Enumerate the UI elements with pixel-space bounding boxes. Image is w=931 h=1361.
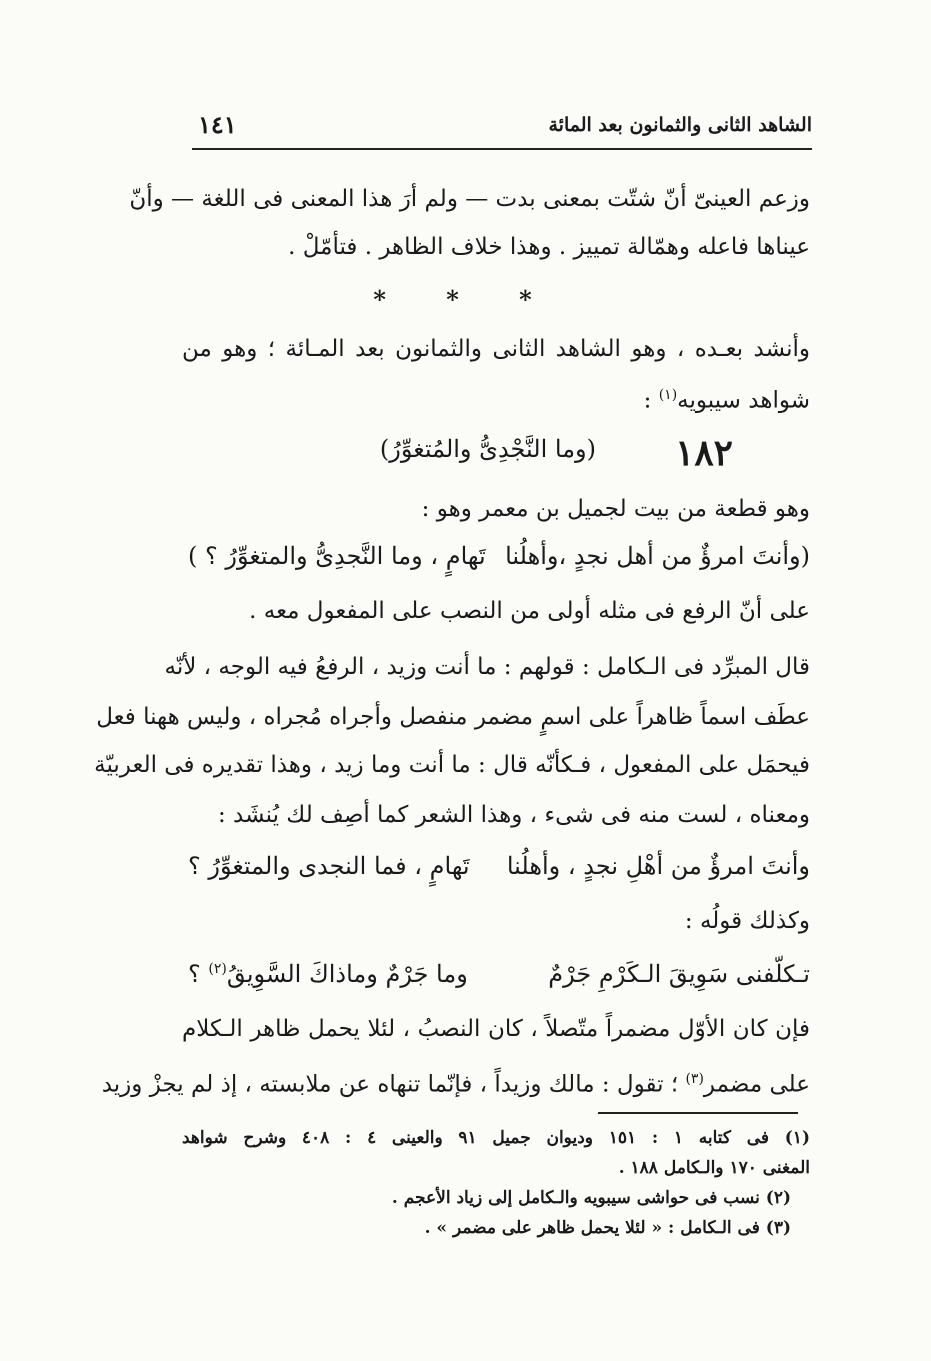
paragraph-7-text-b: ؛ تقول : مالك وزيداً ، فإنّما تنهاه عن ملابسته ، إذ لم يجزْ وزيد (101, 1071, 686, 1098)
paragraph-5-line-3: فيحمَل على المفعول ، فـكأنّه قال : ما أنت وما زيد ، وهذا تقديره فى العربيّة (94, 752, 810, 778)
verse-3-second-text: وما جَرْمٌ وماذاكَ السَّوِيقُ (226, 960, 468, 988)
paragraph-7-line-1: فإن كان الأوّل مضمراً متّصلاً ، كان النصبُ ، لئلا يحمل ظاهر الـكلام (182, 1016, 810, 1042)
paragraph-3: وهو قطعة من بيت لجميل بن معمر وهو : (421, 496, 810, 522)
paragraph-2-line-1: وأنشد بعـده ، وهو الشاهد الثانى والثمانون بعد المـائة ؛ وهو من (182, 336, 810, 362)
verse-1-second-hemistich: تَهامٍ ، وما النَّجدِىُّ والمتغوِّرُ ؟ ) (188, 542, 486, 570)
footnote-3: (٣) فى الـكامل : « لئلا يحمل ظاهر على مضمر » . (424, 1218, 791, 1238)
footnote-divider (598, 1112, 798, 1114)
footnote-ref-3: (٣) (685, 1071, 704, 1087)
paragraph-1-line-2: عيناها فاعله وهمّالة تمييز . وهذا خلاف الظاهر . فتأمّلْ . (288, 234, 810, 260)
verse-3-second-hemistich (188, 960, 468, 988)
paragraph-2-line-2 (644, 380, 810, 416)
paragraph-5-line-2: عطَف اسماً ظاهراً على اسمٍ مضمر منفصل وأجراه مُجراه ، وليس ههنا فعل (96, 704, 810, 730)
section-separator: * * * (373, 285, 558, 314)
verse-3-first-hemistich: تـكلّفنى سَوِيقَ الـكَرْمِ جَرْمٌ (548, 960, 810, 988)
footnote-1-line-1: (١) فى كتابه ١ : ١٥١ وديوان جميل ٩١ والعينى ٤ : ٤٠٨ وشرح شواهد (182, 1128, 810, 1148)
footnote-ref-2: (٢) (208, 961, 227, 977)
verse-2-first-hemistich: وأنتَ امرؤٌ من أهْلِ نجدٍ ، وأهلُنا (506, 852, 810, 880)
verse-number: ١٨٢ (674, 432, 733, 474)
verse-title: (وما النَّجْدِىُّ والمُتغوِّرُ) (379, 435, 596, 463)
page-header (192, 108, 812, 150)
verse-2-second-hemistich: تَهامٍ ، فما النجدى والمتغوِّرُ ؟ (188, 852, 470, 880)
paragraph-7-text-a: على مضمر (703, 1071, 810, 1098)
paragraph-6: وكذلك قولُه : (684, 908, 810, 934)
page-number: ١٤١ (198, 110, 237, 139)
verse-3-end: ؟ (188, 960, 209, 988)
footnote-1-line-2: المغنى ١٧٠ والـكامل ١٨٨ . (618, 1158, 810, 1178)
footnote-2: (٢) نسب فى حواشى سيبويه والـكامل إلى زياد الأعجم . (391, 1188, 791, 1208)
paragraph-2-text: شواهد سيبويه (677, 387, 810, 414)
paragraph-2-end: : (643, 387, 659, 414)
running-title: الشاهد الثانى والثمانون بعد المائة (548, 114, 812, 136)
paragraph-1-line-1: وزعم العينىّ أنّ شتّت بمعنى بدت — ولم أرَ هذا المعنى فى اللغة — وأنّ (129, 186, 810, 212)
verse-1-first-hemistich: (وأنتَ امرؤٌ من أهل نجدٍ ،وأهلُنا (505, 542, 810, 570)
footnote-ref-1: (١) (658, 387, 678, 403)
paragraph-5-line-1: قال المبرِّد فى الـكامل : قولهم : ما أنت وزيد ، الرفعُ فيه الوجه ، لأنّه (164, 654, 810, 680)
paragraph-4: على أنّ الرفع فى مثله أولى من النصب على المفعول معه . (249, 598, 810, 624)
paragraph-5-line-4: ومعناه ، لست منه فى شىء ، وهذا الشعر كما أصِف لك يُنشَد : (218, 802, 810, 828)
paragraph-7-line-2 (101, 1064, 810, 1100)
